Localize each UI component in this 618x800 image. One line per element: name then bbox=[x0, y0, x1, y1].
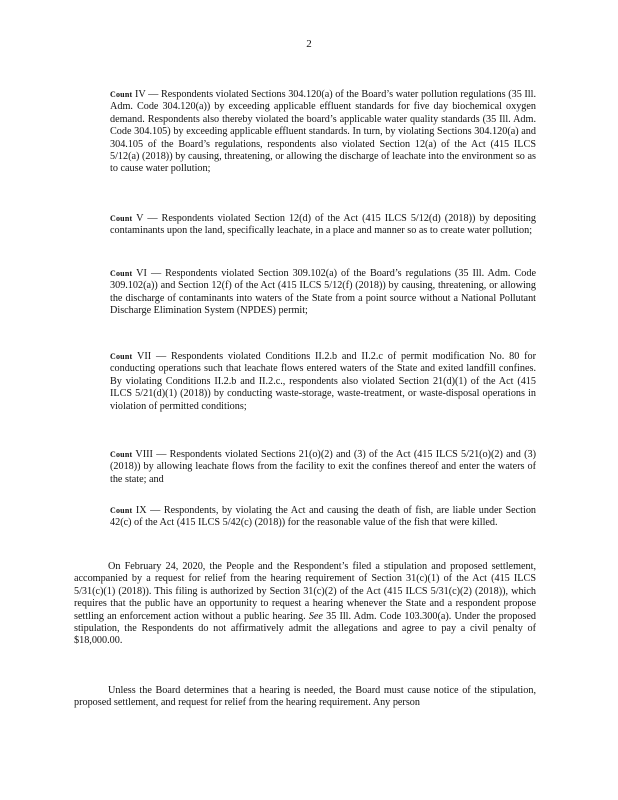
count-text: — Respondents violated Section 309.102(a) of the Board’s regulations (35 Ill. Adm. Code 309.102(a)) and Section 12(f) of the Act (415 ILCS 5/12(f) (2018)) by causing, threatening, or allowing the discharge of contaminants into waters of the State from a point source without a National Pollutant Discharge Elimination System (NPDES) permit; bbox=[110, 268, 536, 317]
count-viii bbox=[110, 449, 536, 486]
count-text: — Respondents, by violating the Act and causing the death of fish, are liable under Section 42(c) of the Act (415 ILCS 5/42(c) (2018)) for the reasonable value of the fish that were killed. bbox=[110, 505, 537, 529]
count-text: — Respondents violated Section 12(d) of the Act (415 ILCS 5/12(d) (2018)) by depositing contaminants upon the land, specifically leachate, in a place and manner so as to create water pollution; bbox=[110, 213, 536, 237]
count-label: Count bbox=[110, 90, 133, 99]
count-numeral: V bbox=[136, 213, 144, 224]
count-text: — Respondents violated Sections 21(o)(2) and (3) of the Act (415 ILCS 5/21(o)(2) and (3) (2018)) by allowing leachate flows from the facility to exit the confines thereof and enter the waters of the state; and bbox=[110, 449, 536, 485]
count-numeral: VII bbox=[136, 351, 152, 362]
count-numeral: VI bbox=[136, 268, 147, 279]
count-label: Count bbox=[110, 506, 133, 515]
count-ix bbox=[110, 505, 536, 530]
count-label: Count bbox=[110, 352, 133, 361]
count-vii bbox=[110, 351, 536, 413]
notice-paragraph: Unless the Board determines that a hearing is needed, the Board must cause notice of the stipulation, proposed settlement, and request for relief from the hearing requirement. Any person bbox=[74, 685, 536, 709]
count-label: Count bbox=[110, 269, 133, 278]
count-text: — Respondents violated Sections 304.120(a) of the Board’s water pollution regulations (35 Ill. Adm. Code 304.120(a)) by exceeding applicable effluent standards for five day biochemical oxygen demand. Respondents also thereby violated the board’s applicable water quality standards (35 Ill. Adm. Code 304.105) by exceeding applicable effluent standards. In turn, by violating Sections 304.120(a) and 304.105 of the Board’s regulations, respondents also violated Section 12(a) of the Act (415 ILCS 5/12(a) (2018)) by causing, threatening, or allowing the discharge of leachate into the environment so as to cause water pollution; bbox=[110, 89, 537, 175]
page-number: 2 bbox=[306, 38, 312, 50]
count-v bbox=[110, 213, 536, 238]
count-numeral: IX bbox=[135, 505, 147, 516]
settlement-text: On February 24, 2020, the People and the Respondent’s filed a stipulation and proposed settlement, accompanied by a request for relief from the hearing requirement of Section 31(c)(1) of the Act (415 ILCS 5/31(c)(1) (2018)). This filing is authorized by Section 31(c)(2) of the Act (415 ILCS 5/31(c)(2) (2018)), which requires that the public have an opportunity to request a hearing whenever the State and a respondent propose settling an enforcement action without a public hearing. bbox=[74, 561, 536, 622]
settlement-paragraph bbox=[74, 561, 536, 648]
count-label: Count bbox=[110, 450, 133, 459]
count-text: — Respondents violated Conditions II.2.b and II.2.c of permit modification No. 80 for conducting operations such that leachate flows entered waters of the State and exited landfill confines. By violating Conditions II.2.b and II.2.c., respondents also violated Section 21(d)(1) of the Act (415 ILCS 5/21(d)(1) (2018)) by conducting waste-storage, waste-treatment, or waste-disposal operations in violation of permitted conditions; bbox=[110, 351, 537, 412]
count-iv bbox=[110, 89, 536, 176]
count-numeral: IV bbox=[134, 89, 146, 100]
settlement-text-continued: 35 Ill. Adm. Code 103.300(a). Under the proposed stipulation, the Respondents do not affirmatively admit the allegations and agree to pay a civil penalty of $18,000.00. bbox=[74, 610, 537, 647]
count-vi bbox=[110, 268, 536, 318]
count-numeral: VIII bbox=[135, 449, 153, 460]
see-citation-signal: See bbox=[308, 610, 323, 622]
count-label: Count bbox=[110, 214, 133, 223]
